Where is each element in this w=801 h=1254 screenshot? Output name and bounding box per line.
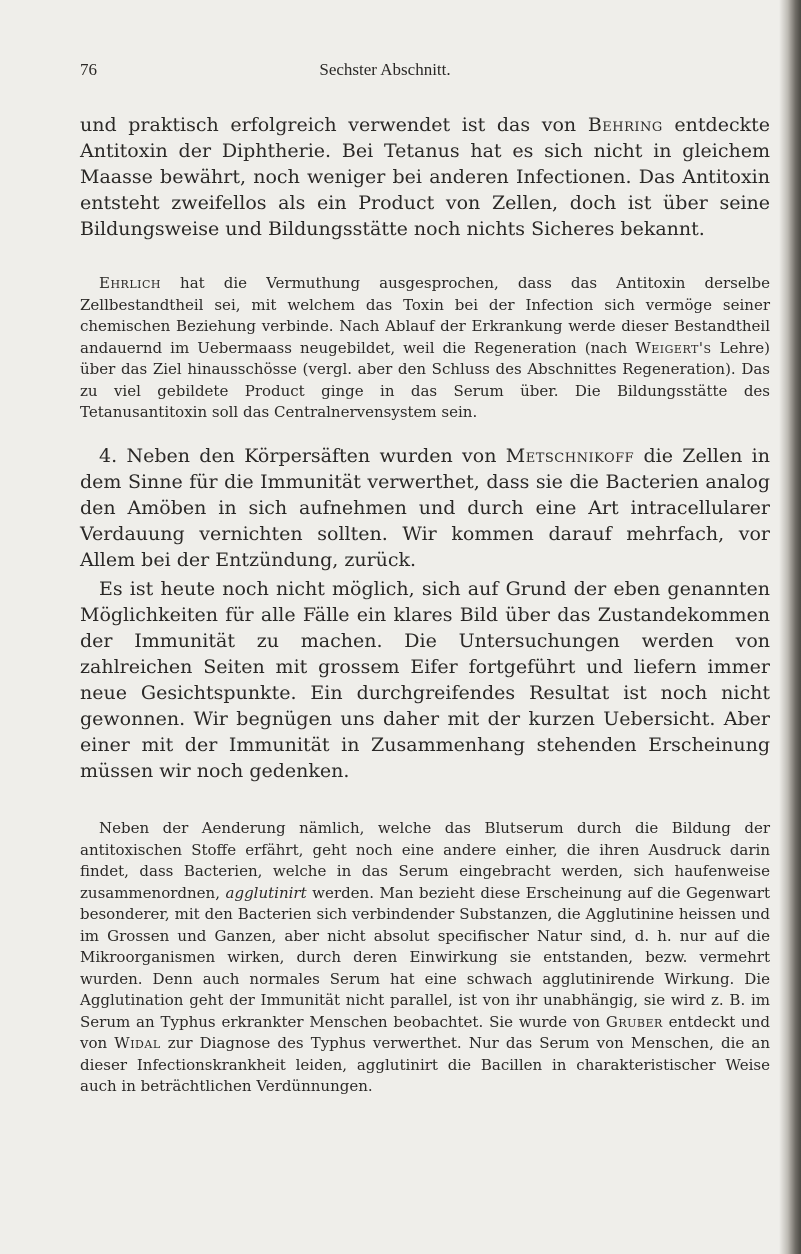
author-name: Gruber [605,1012,663,1031]
page-binding-edge [779,0,801,1254]
author-name: Ehrlich [99,274,161,292]
running-head: Sechster Abschnitt. [319,60,451,79]
paragraph-agglutination: Neben der Aenderung nämlich, welche das Blutserum durch die Bildung der antitoxischen Stoffe erfährt, geht noch eine andere einher, die ihren Ausdruck darin findet, dass Bacterien, welche in das Serum eingebracht werden, sich haufenweise zusammenordnen, agglutinirt werden. Man bezieht diese Erscheinung auf die Gegenwart besonderer, mit den Bacterien sich verbindender Substanzen, die Agglutinine heissen und im Grossen und Ganzen, aber nicht absolut specifischer Natur sind, d. h. nur auf die Mikroorganismen wirken, durch deren Einwirkung sie entstanden, bezw. vermehrt wurden. Denn auch normales Serum hat eine schwach agglutinirende Wirkung. Die Agglutination geht der Immunität nicht parallel, ist von ihr unabhängig, sie wird z. B. im Serum an Typhus erkrankter Menschen beobachtet. Sie wurde von Gruber entdeckt und von Widal zur Diagnose des Typhus verwerthet. Nur das Serum von Menschen, die an dieser Infectionskrankheit leiden, agglutinirt die Bacillen in charakteristischer Weise auch in beträchtlichen Verdünnungen. [80,819,771,1095]
paragraph-ehrlich: Ehrlich hat die Vermuthung ausgesprochen, dass das Antitoxin derselbe Zellbestandtheil sei, mit welchem das Toxin bei der Infection sich vermöge seiner chemischen Beziehung verbinde. Nach Ablauf der Erkrankung werde dieser Bestandtheil andauernd im Uebermaass neugebildet, weil die Regeneration (nach Weigert's Lehre) über das Ziel hinausschösse (vergl. aber den Schluss des Abschnittes Regeneration). Das zu viel gebildete Product ginge in das Serum über. Die Bildungsstätte des Tetanusantitoxin soll das Centralnervensystem sein. [80,274,771,421]
author-name: Widal [114,1034,161,1052]
page-header [80,60,690,82]
emphasis-term: agglutinirt [225,883,307,902]
paragraph-antitoxin: und praktisch erfolgreich verwendet ist das von Behring entdeckte Antitoxin der Diphtherie. Bei Tetanus hat es sich nicht in gleichem Maasse bewährt, noch weniger bei anderen Infectionen. Das Antitoxin entsteht zweifellos als ein Product von Zellen, doch ist über seine Bildungsweise und Bildungsstätte noch nichts Sicheres bekannt. [80,114,770,240]
author-name: Weigert's [635,338,712,357]
paragraph-metschnikoff: 4. Neben den Körpersäften wurden von Metschnikoff die Zellen in dem Sinne für die Immunität verwerthet, dass sie die Bacterien analog den Amöben in sich aufnehmen und durch eine Art intracellularer Verdauung vernichten sollten. Wir kommen darauf mehrfach, vor Allem bei der Entzündung, zurück. [80,445,770,571]
author-name: Metschnikoff [505,445,635,467]
paragraph-immunity-summary: Es ist heute noch nicht möglich, sich auf Grund der eben genannten Möglichkeiten für alle Fälle ein klares Bild über das Zustandekommen der Immunität zu machen. Die Untersuchungen werden von zahlreichen Seiten mit grossem Eifer fortgeführt und liefern immer neue Gesichtspunkte. Ein durchgreifendes Resultat ist noch nicht gewonnen. Wir begnügen uns daher mit der kurzen Uebersicht. Aber einer mit der Immunität in Zusammenhang stehenden Erscheinung müssen wir noch gedenken. [80,578,770,782]
author-name: Behring [587,114,663,136]
page-number: 76 [80,60,97,79]
